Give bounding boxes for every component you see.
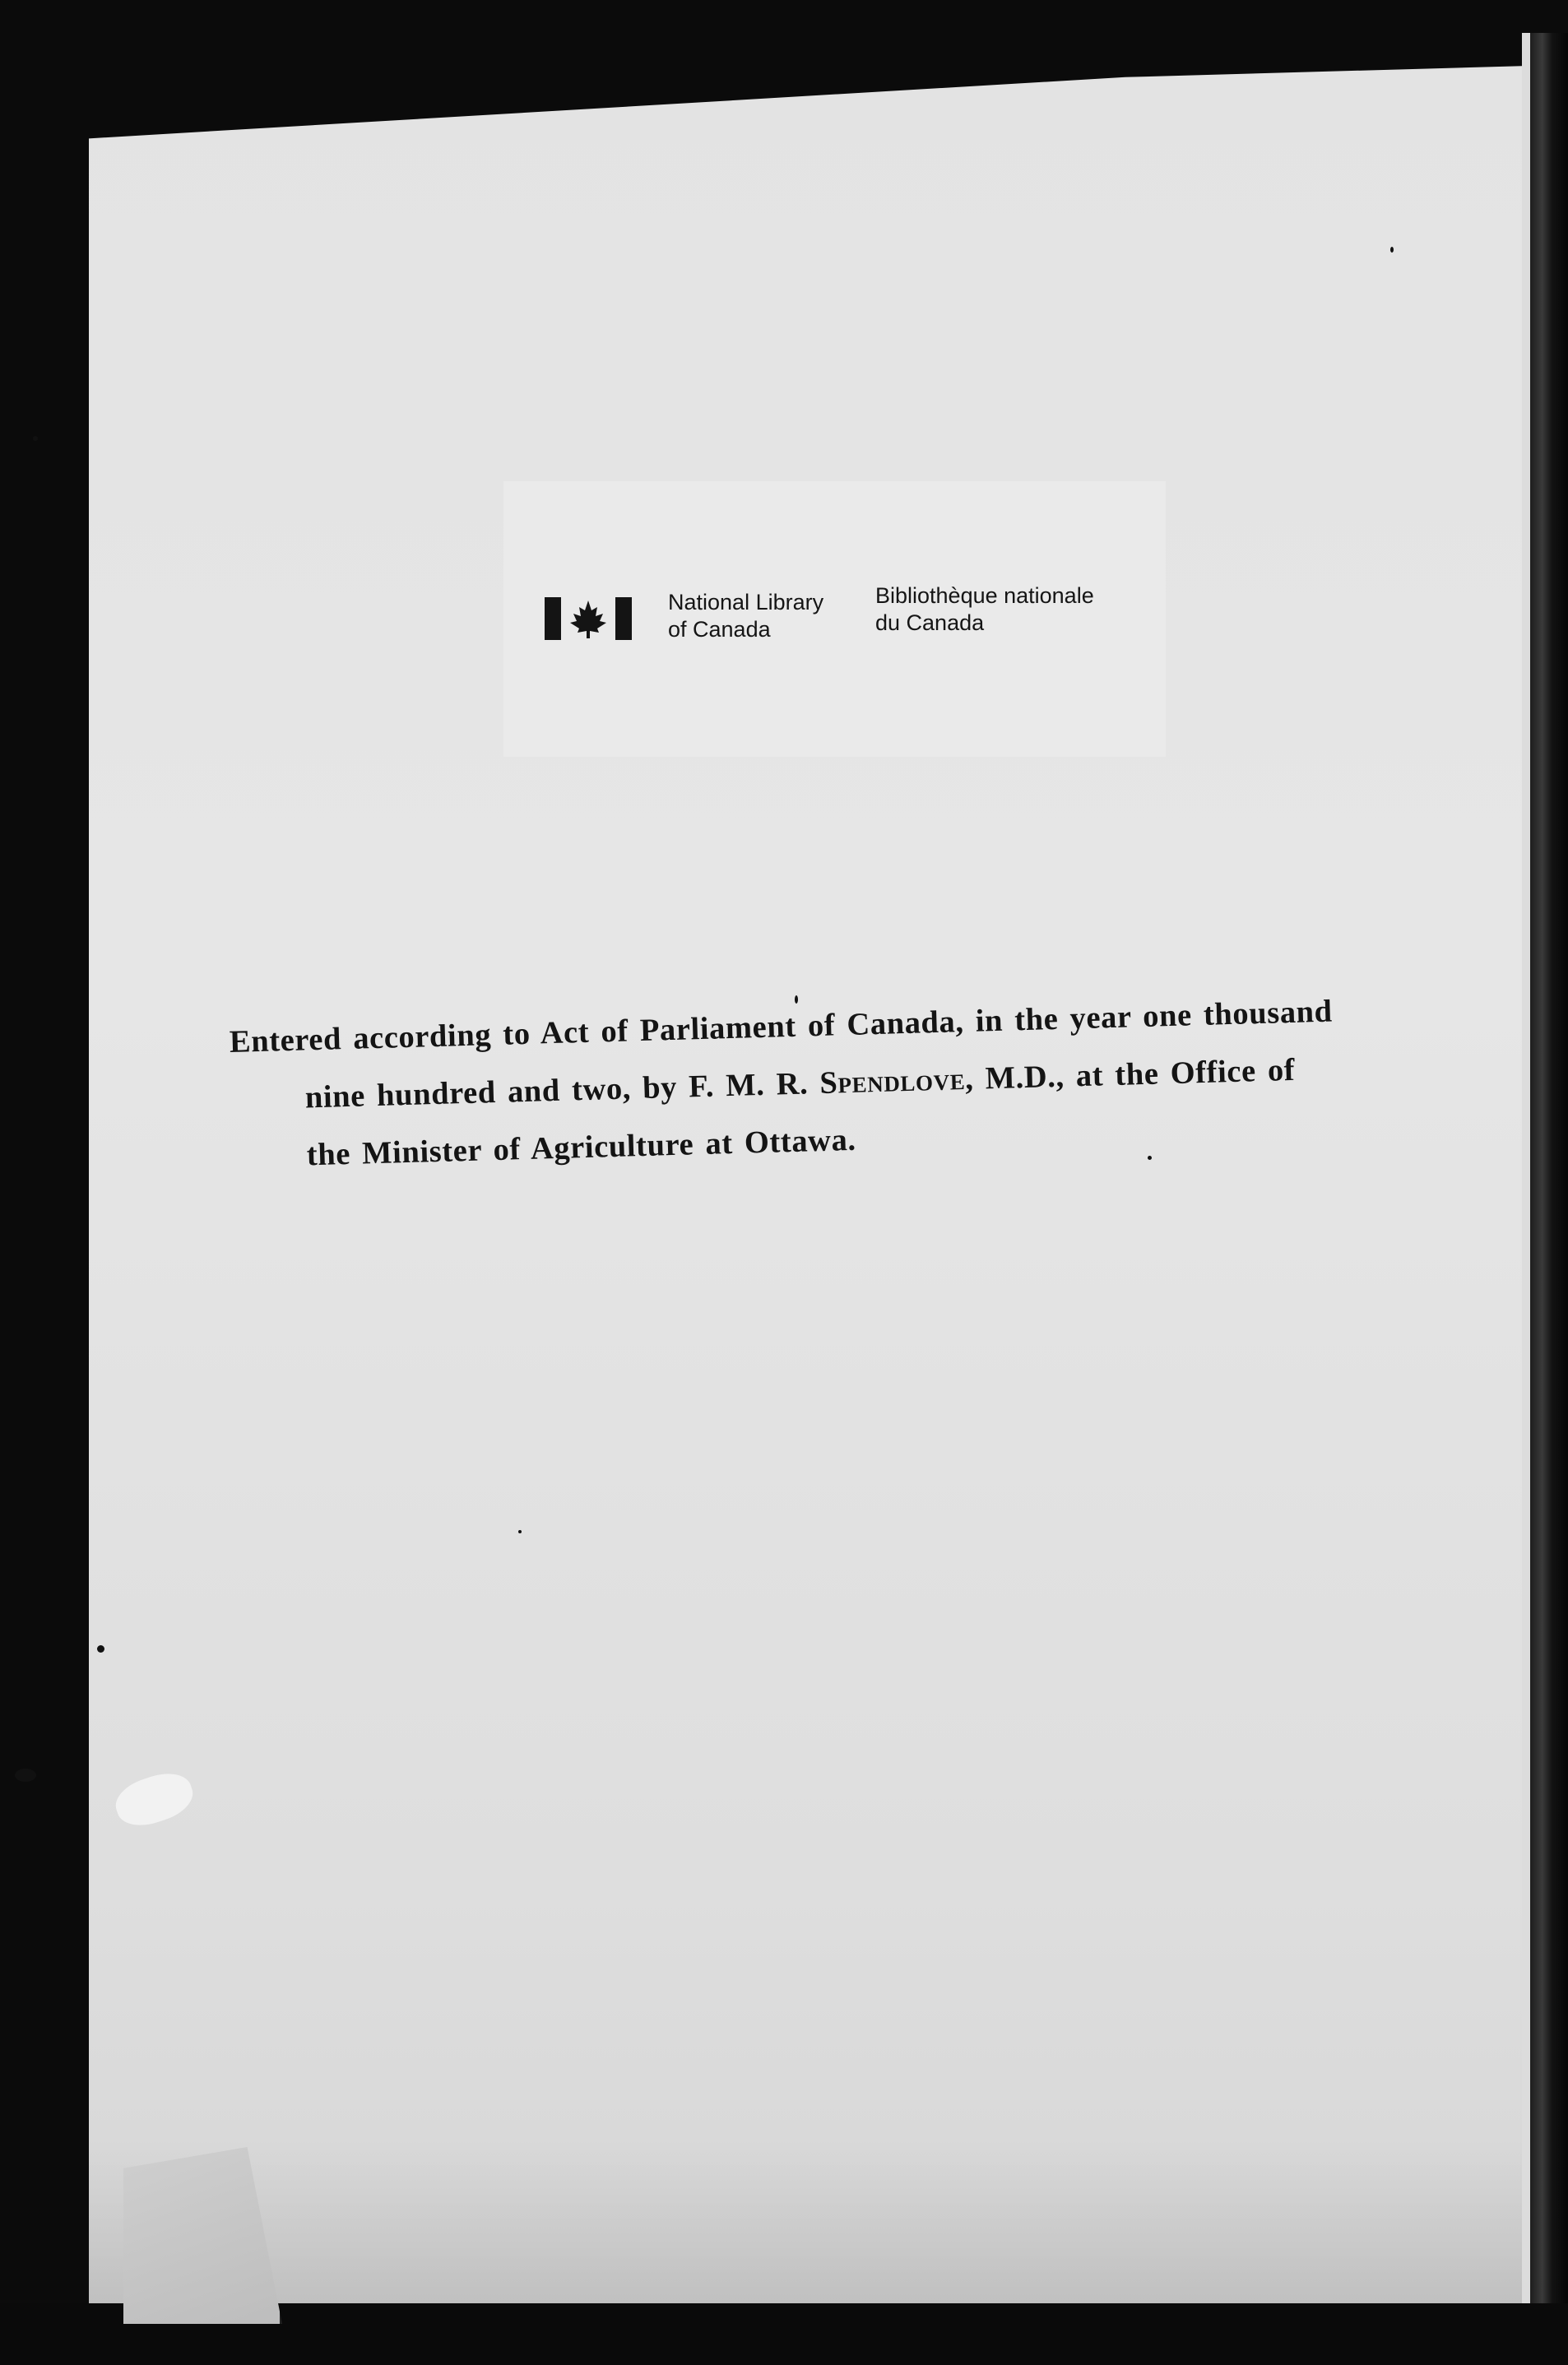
author-name: Spendlove bbox=[819, 1062, 966, 1101]
scan-artifact bbox=[97, 1645, 104, 1653]
scan-artifact bbox=[33, 436, 38, 441]
library-name-english-line-2: of Canada bbox=[668, 617, 771, 642]
canada-flag-wordmark-icon bbox=[543, 594, 633, 643]
page-edge bbox=[1522, 33, 1530, 2328]
copyright-line-1: Entered according to Act of Parliament of Canada, in the year one thousand bbox=[229, 994, 1334, 1060]
library-name-english-line-1: National Library bbox=[668, 590, 824, 614]
copyright-line-2-start: nine hundred and two, by F. M. R. bbox=[304, 1066, 809, 1115]
copyright-line-2-end: , M.D., at the Office of bbox=[964, 1052, 1296, 1097]
library-name-french bbox=[875, 582, 1094, 637]
book-spine bbox=[1529, 33, 1568, 2365]
library-name-english bbox=[668, 589, 823, 643]
library-name-french-line-1: Bibliothèque nationale bbox=[875, 583, 1094, 608]
scan-artifact bbox=[15, 1769, 36, 1782]
copyright-line-3: the Minister of Agriculture at Ottawa. bbox=[306, 1122, 857, 1173]
copyright-notice bbox=[229, 981, 1401, 1186]
scan-artifact bbox=[518, 1530, 522, 1533]
scan-artifact bbox=[1390, 247, 1394, 253]
library-name-french-line-2: du Canada bbox=[875, 610, 985, 635]
paper-page bbox=[89, 66, 1529, 2336]
